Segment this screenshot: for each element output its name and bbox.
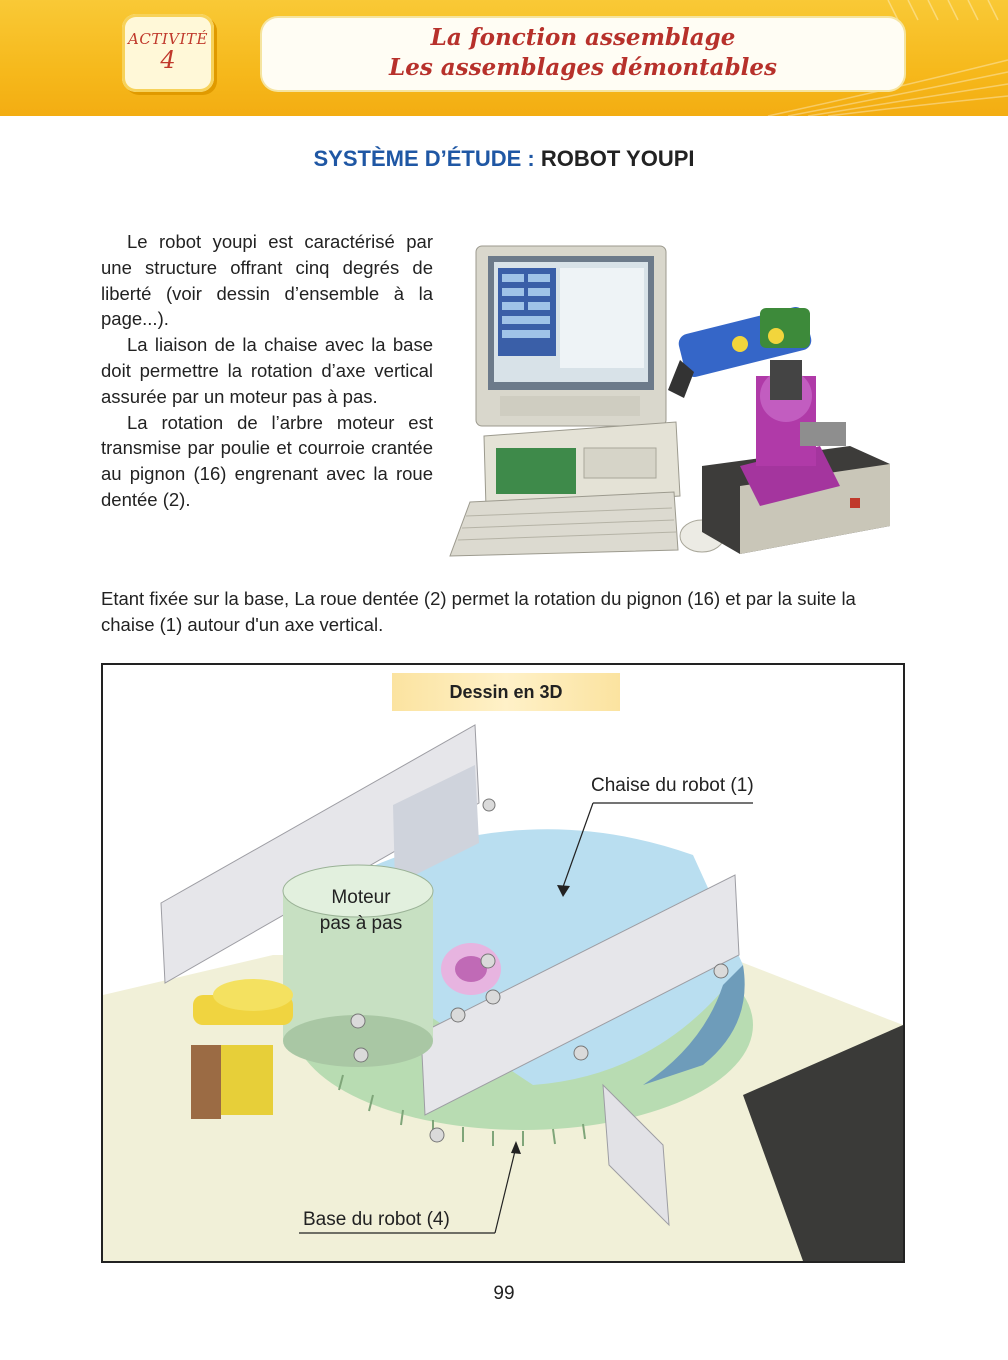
page-number: 99 [493, 1283, 515, 1304]
robot-arm-illustration [668, 305, 846, 506]
label-chaise: Chaise du robot (1) [591, 775, 754, 796]
section-heading-part1: SYSTÈME D’ÉTUDE : [313, 146, 535, 171]
activity-label: ACTIVITÉ [128, 30, 208, 48]
label-moteur-line2: pas à pas [319, 913, 403, 934]
intro-paragraph-2: La liaison de la chaise avec la base doit permettre la rotation d’axe vertical assurée par un moteur pas à pas. [101, 334, 433, 407]
figure-3d-frame [101, 663, 905, 1263]
bearing [441, 943, 501, 995]
section-heading-part2: ROBOT YOUPI [540, 146, 695, 171]
monitor-illustration [476, 246, 666, 426]
robot-base-3d-drawing [103, 665, 903, 1261]
intro-text [101, 229, 433, 513]
section-heading [0, 146, 1008, 172]
intro-paragraph-3: La rotation de l’arbre moteur est transmise par poulie et courroie crantée au pignon (16) engrenant avec la roue dentée (2). [101, 411, 433, 510]
label-base: Base du robot (4) [303, 1209, 450, 1230]
label-moteur-line1: Moteur [331, 887, 391, 908]
page-header [0, 0, 1008, 116]
chapter-title-line1: La fonction assemblage [430, 24, 736, 51]
robot-youpi-photo [440, 236, 900, 566]
chapter-title-line2: Les assemblages démontables [389, 54, 777, 81]
figure-title: Dessin en 3D [392, 673, 620, 711]
chapter-title [262, 18, 904, 90]
activity-badge [122, 14, 214, 92]
activity-number: 4 [160, 46, 176, 74]
intro-paragraph-1: Le robot youpi est caractérisé par une structure offrant cinq degrés de liberté (voir dessin d’ensemble à la page...). [101, 231, 433, 330]
description-paragraph: Etant fixée sur la base, La roue dentée (2) permet la rotation du pignon (16) et par la suite la chaise (1) autour d'un axe vertical. [101, 588, 856, 635]
keyboard-illustration [450, 492, 678, 556]
